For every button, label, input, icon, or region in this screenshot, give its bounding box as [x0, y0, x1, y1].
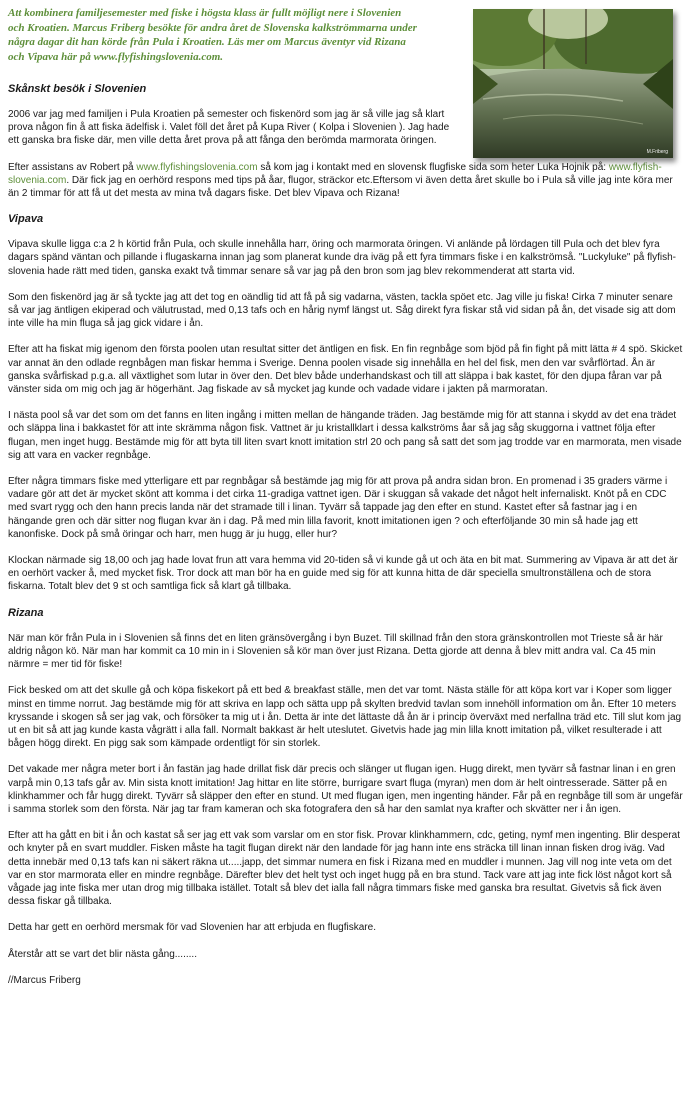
river-photo	[473, 9, 673, 158]
article-intro: Att kombinera familjesemester med fiske i högsta klass är fullt möjligt nere i Slovenien och Kroatien. Marcus Friberg besökte för andra året de Slovenska kalkströmmarna under några dagar dit han körde från Pula i Kroatien. Läs mer om Marcus äventyr vid Rizana och Vipava här på www.flyfishingslovenia.com.	[8, 7, 417, 63]
paragraph-vipava-5: Efter några timmars fiske med ytterligare ett par regnbågar så bestämde jag mig för att prova på andra sidan bron. En promenad i 35 graders värme i vadare gör att det är mycket skönt att komma i det cirka 11-gradiga vattnet igen. Där i skuggan så vakade det något helt infernaliskt. Knöt på en CDC med svart rygg och den hann precis landa när det stramade till i linan. Tyvärr så tappade jag den efter en stund. Kastet efter så fastnar jag i en hängande gren och där sitter nog flugan kvar än i dag. På med min lilla favorit, knott imitationen igen ? och efterföljande 30 min så hade jag ett kanonfiske. Dock på små öringar och harr, men hugg är ju hugg, eller hur?	[8, 476, 668, 540]
text-span: . Där fick jag en oerhörd respons med tips på åar, flugor, sträckor etc.Eftersom vi även detta året skulle bo i Pula så ville jag inte köra mer än 2 timmar för att få ut det mesta av mina två dagars fiske. Det blev Vipava och Rizana!	[8, 174, 673, 200]
paragraph-rizana-1: När man kör från Pula in i Slovenien så finns det en liten gränsövergång i byn Buzet. Till skillnad från den stora gränskontrollen mot Trieste så är här aldrig någon kö. När man har kommit ca 10 min in i Slovenien så kör man över just Rizana. Detta gjorde att denna å blev mitt andra val. Ca 45 min närmre = mer tid för fiske!	[8, 632, 663, 671]
river-photo-image	[473, 9, 673, 158]
paragraph-rizana-4: Efter att ha gått en bit i ån och kastat så ser jag ett vak som varslar om en stor fisk. Provar klinkhammern, cdc, geting, nymf men ingenting. Blir desperat och knyter på en svart muddler. Fisken måste ha tagit flugan direkt när den landade för jag hann inte ens sträcka till linan innan fisken drog iväg. Vad detta innebär med 0,13 tafs kan ni säkert räkna ut.....japp, det simmar numera en fisk i Rizana med en muddler i munnen. Jag vill nog inte veta om det var en stor marmorata eller en mindre regnbåge. Därefter blev det helt tyst och inget hugg på en bra stund. Tack vare att jag inte fick löst något kort så vågade jag inte fiska mer utan drog mig tillbaka istället. Totalt så blev det ialla fall några timmars fiske med ganska bra resultat. Givetvis så fick även dessa fiskar gå tillbaka.	[8, 830, 680, 908]
paragraph-vipava-2: Som den fiskenörd jag är så tyckte jag att det tog en oändlig tid att få på sig vadarna, västen, tackla spöet etc. Jag ville ju fiska! Cirka 7 minuter senare så var jag äntligen ekiperad och välutrustad, med 0,13 tafs och en hårig nymf längst ut. Såg direkt fyra fiskar stå vid sidan på ån, det visade sig att dom inte ville ha min fluga så jag gick vidare i ån.	[8, 291, 676, 330]
paragraph-vipava-3: Efter att ha fiskat mig igenom den första poolen utan resultat sitter det äntligen en fisk. En fin regnbåge som bjöd på fin fight på mitt lätta # 4 spö. Skicket var annat än den odlade regnbågen man fiskar hemma i Sverige. Denna poolen visade sig innehålla en hel del fisk, men den var svårflörtad. Ån är ganska svårfiskad p.g.a. all växtlighet som lutar in över den. Det blev både underhandskast och till att släppa i bak kastet, för den djupa fåran var på vänster sida om mig och jag är högerhänt. Jag fiskade av så mycket jag kunde och vadade vidare i jakten på marmoratan.	[8, 344, 683, 396]
text-span: Efter assistans av Robert på	[8, 161, 137, 173]
paragraph-vipava-4: I nästa pool så var det som om det fanns en liten ingång i mitten mellan de hängande träden. Jag bestämde mig för att stanna i skydd av det ena trädet och släppa lina i bakkastet för att inte skrämma någon fisk. Vattnet är ju kristallklart i dessa kalkströms åar så jag såg skuggorna i vattnet följa efter flugan, men inget hugg. Bestämde mig för att byta till liten svart knott imitation strl 20 och pang så satt det som jag trodde var en marmorata, men visade sig att vara en vacker regnbåge.	[8, 410, 682, 461]
paragraph-vipava-6: Klockan närmade sig 18,00 och jag hade lovat frun att vara hemma vid 20-tiden så vi kunde gå ut och äta en bit mat. Summering av Vipava är att det är en oerhört vacker å, med mycket fisk. Tror dock att man bör ha en guide med sig för att kunna hitta de där speciella smultronställena och de stora fiskarna. Totalt blev det 9 st och samtliga fick så klart gå tillbaka.	[8, 555, 678, 593]
paragraph-assistance	[8, 161, 684, 201]
photo-credit: M.Friberg	[646, 149, 668, 155]
section-heading-vipava: Vipava	[8, 213, 44, 226]
paragraph-vipava-1: Vipava skulle ligga c:a 2 h körtid från Pula, och skulle innehålla harr, öring och marmorata öringen. Vi anlände på lördagen till Pula och det blev fyra dagars spänd väntan och pillande i flugaskarna innan jag som planerat kunde dra iväg på ett fyra timmars fiske i en kalkströmså. "Luckyluke" på flyfish-slovenia hade rätt med tiden, ganska exakt två timmar senare så var jag på den bron som jag blev rekommenderat att starta vid.	[8, 239, 677, 277]
paragraph-rizana-3: Det vakade mer några meter bort i ån fastän jag hade drillat fisk där precis och slänger ut flugan igen. Hugg direkt, men tyvärr så fastnar linan i en gren varpå min 0,13 tafs går av. Min sista knott imitation! Jag hittar en lite större, burrigare svart fluga (myran) men dom är helt ointresserade. Sätter på en klinkhammer och får hugg direkt. Tyvärr så släpper den efter en stund. Ut med flugan igen, men ingenting händer. Får på en regnbåge till som är ungefär i samma storlek som den första. När jag tar fram kameran och ska fotografera den så har den samlat nya krafter och skvätter ner i ån igen.	[8, 764, 683, 815]
section-heading-rizana: Rizana	[8, 606, 44, 619]
paragraph-intro: 2006 var jag med familjen i Pula Kroatien på semester och fiskenörd som jag är så ville jag så klart prova någon fin å att fiska ädelfisk i. Valet föll det året på Kupa River ( Kolpa i Slovenien ). Jag hade ett ganska bra fiske där, men ville detta året prova på att fånga den berömda marmorata öringen.	[8, 109, 450, 147]
text-span: så kom jag i kontakt med en slovensk flugfiske sida som heter Luka Hojnik på:	[257, 161, 609, 173]
signature: //Marcus Friberg	[8, 974, 81, 986]
article-title: Skånskt besök i Slovenien	[8, 83, 147, 95]
paragraph-rizana-6: Återstår att se vart det blir nästa gång........	[8, 948, 197, 960]
paragraph-rizana-2: Fick besked om att det skulle gå och köpa fiskekort på ett bed & breakfast ställe, men det var tomt. Nästa ställe för att köpa kort var i Koper som ligger minst en timme norrut. Jag bestämde mig för att skriva en lapp och sätta upp på skylten bredvid tavlan som innehöll information om ån. Efter 10 meters kryssande i skogen så ser jag vak, och försöker ta mig ut i ån. Detta är inte det lättaste då ån är i princip överväxt med nerfallna träd etc. Till slut kom jag ut en bit så att jag kunde kasta vågrätt i alla fall. Normalt bakkast är helt uteslutet. Givetvis hade jag min lilla knott imitation på, vilket resulterade i att bågen högg direkt. En pigg sak som kämpade ordentligt för sin storlek.	[8, 685, 682, 750]
flyfish-slovenia-link[interactable]: www.flyfish-slovenia.com	[8, 161, 662, 186]
flyfishingslovenia-link[interactable]: www.flyfishingslovenia.com	[136, 161, 258, 173]
paragraph-rizana-5: Detta har gett en oerhörd mersmak för vad Slovenien har att erbjuda en flugfiskare.	[8, 922, 376, 934]
